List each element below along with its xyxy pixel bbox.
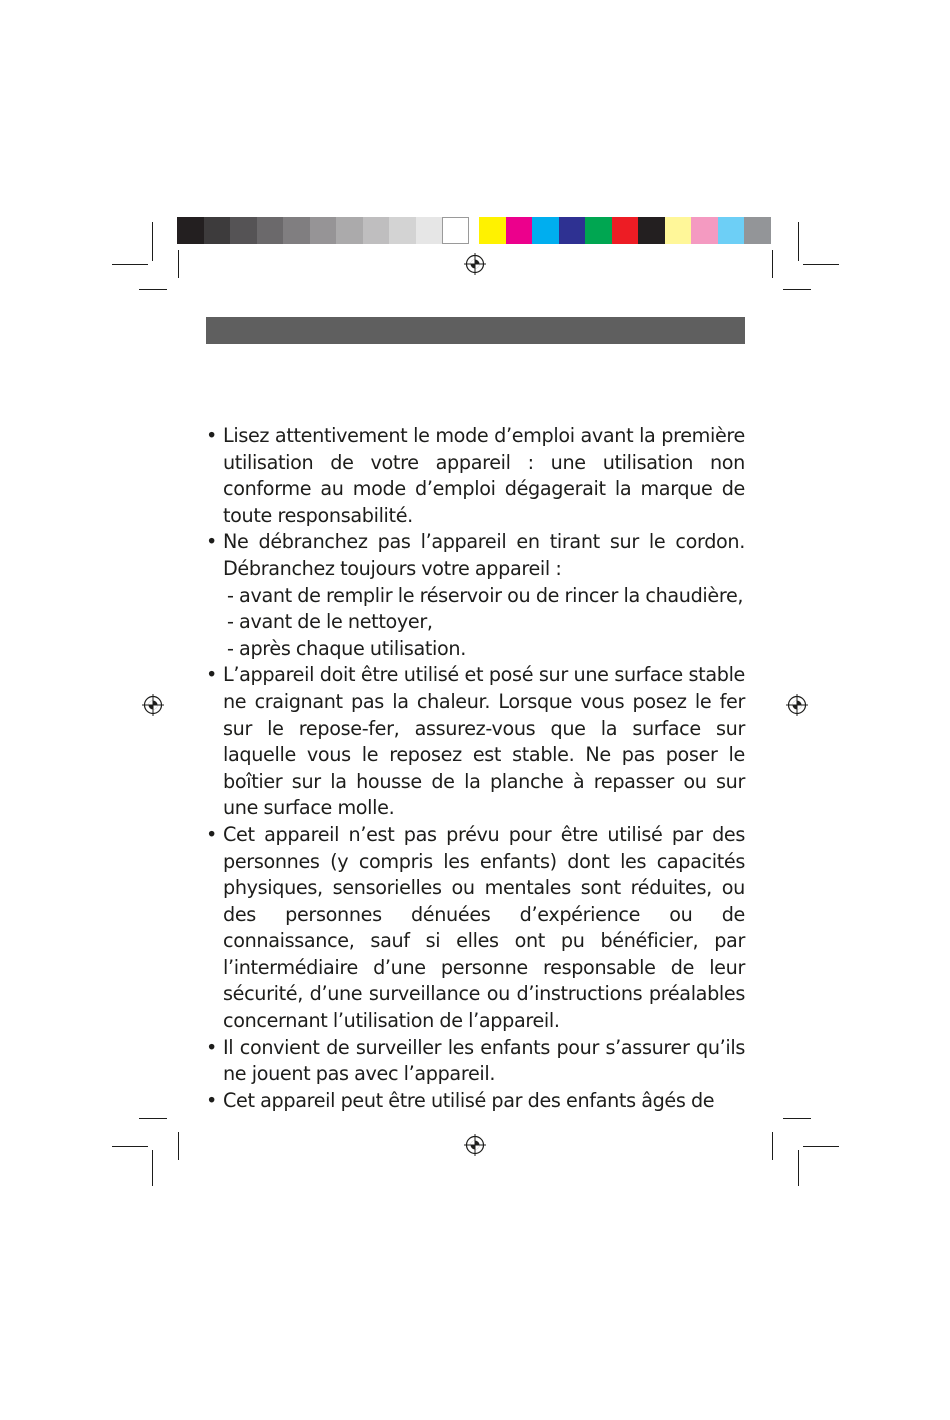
- bullet-text: • Cet appareil peut être utilisé par des enfants âgés de: [223, 1088, 715, 1112]
- crop-mark: [152, 1150, 153, 1186]
- sub-item: - avant de le nettoyer,: [223, 609, 745, 636]
- crop-mark: [139, 1118, 167, 1119]
- crop-mark: [112, 264, 148, 265]
- gray-swatch: [283, 217, 310, 244]
- gray-swatch: [416, 217, 443, 244]
- crop-mark: [798, 1150, 799, 1186]
- gray-swatch: [442, 217, 469, 244]
- bullet-text: • L’appareil doit être utilisé et posé sur une surface stable ne craignant pas la chaleur. Lorsque vous posez le fer sur le repose-fer, assurez-vous que la surface sur laquelle vous le reposez est stable. Ne pas poser le boîtier sur la housse de la planche à repasser ou sur une surface molle.: [223, 663, 745, 820]
- bullet-text: • Ne débranchez pas l’appareil en tirant sur le cordon. Débranchez toujours votre appareil :: [223, 530, 745, 580]
- sub-item: - après chaque utilisation.: [223, 636, 745, 663]
- crop-mark: [139, 289, 167, 290]
- gray-swatch: [177, 217, 204, 244]
- crop-mark: [178, 1132, 179, 1160]
- bullet-list: [206, 423, 745, 1114]
- bullet-item: [206, 822, 745, 1035]
- sub-list: [223, 583, 745, 663]
- color-swatch: [506, 217, 533, 244]
- color-calibration-strip: [479, 217, 771, 244]
- color-swatch: [718, 217, 745, 244]
- color-swatch: [479, 217, 506, 244]
- crop-mark: [803, 264, 839, 265]
- crop-mark: [178, 250, 179, 278]
- registration-mark-icon: [786, 694, 808, 716]
- bullet-item: [206, 1035, 745, 1088]
- color-swatch: [585, 217, 612, 244]
- bullet-item: [206, 662, 745, 822]
- crop-mark: [152, 222, 153, 261]
- grayscale-calibration-strip: [177, 217, 469, 244]
- color-swatch: [691, 217, 718, 244]
- gray-swatch: [389, 217, 416, 244]
- crop-mark: [772, 250, 773, 278]
- gray-swatch: [230, 217, 257, 244]
- bullet-text: • Cet appareil n’est pas prévu pour être utilisé par des personnes (y compris les enfants) dont les capacités physiques, sensorielles ou mentales sont réduites, ou des personnes dénuées d’expérience ou de connaissance, sauf si elles ont pu bénéficier, par l’intermédiaire d’une personne responsable de leur sécurité, d’une surveillance ou d’instructions préalables concernant l’utilisation de l’appareil.: [223, 822, 745, 1033]
- crop-mark: [798, 222, 799, 261]
- crop-mark: [803, 1146, 839, 1147]
- gray-swatch: [204, 217, 231, 244]
- crop-mark: [772, 1132, 773, 1160]
- bullet-item: [206, 529, 745, 662]
- bullet-text: • Il convient de surveiller les enfants pour s’assurer qu’ils ne jouent pas avec l’appareil.: [223, 1035, 745, 1086]
- bullet-item: [206, 1088, 745, 1115]
- gray-swatch: [336, 217, 363, 244]
- gray-swatch: [257, 217, 284, 244]
- color-swatch: [612, 217, 639, 244]
- color-swatch: [532, 217, 559, 244]
- crop-mark: [783, 289, 811, 290]
- safety-instructions: [206, 423, 745, 1114]
- bullet-text: • Lisez attentivement le mode d’emploi avant la première utilisation de votre appareil : une utilisation non conforme au mode d’emploi dégagerait la marque de toute responsabilité.: [223, 424, 745, 527]
- crop-mark: [783, 1118, 811, 1119]
- registration-mark-icon: [142, 694, 164, 716]
- color-swatch: [665, 217, 692, 244]
- gray-swatch: [310, 217, 337, 244]
- sub-item: - avant de remplir le réservoir ou de rincer la chaudière,: [223, 583, 745, 610]
- section-header-bar: [206, 317, 745, 344]
- color-swatch: [638, 217, 665, 244]
- bullet-item: [206, 423, 745, 529]
- color-swatch: [744, 217, 771, 244]
- registration-mark-icon: [464, 253, 486, 275]
- crop-mark: [112, 1146, 148, 1147]
- registration-mark-icon: [464, 1134, 486, 1156]
- gray-swatch: [363, 217, 390, 244]
- color-swatch: [559, 217, 586, 244]
